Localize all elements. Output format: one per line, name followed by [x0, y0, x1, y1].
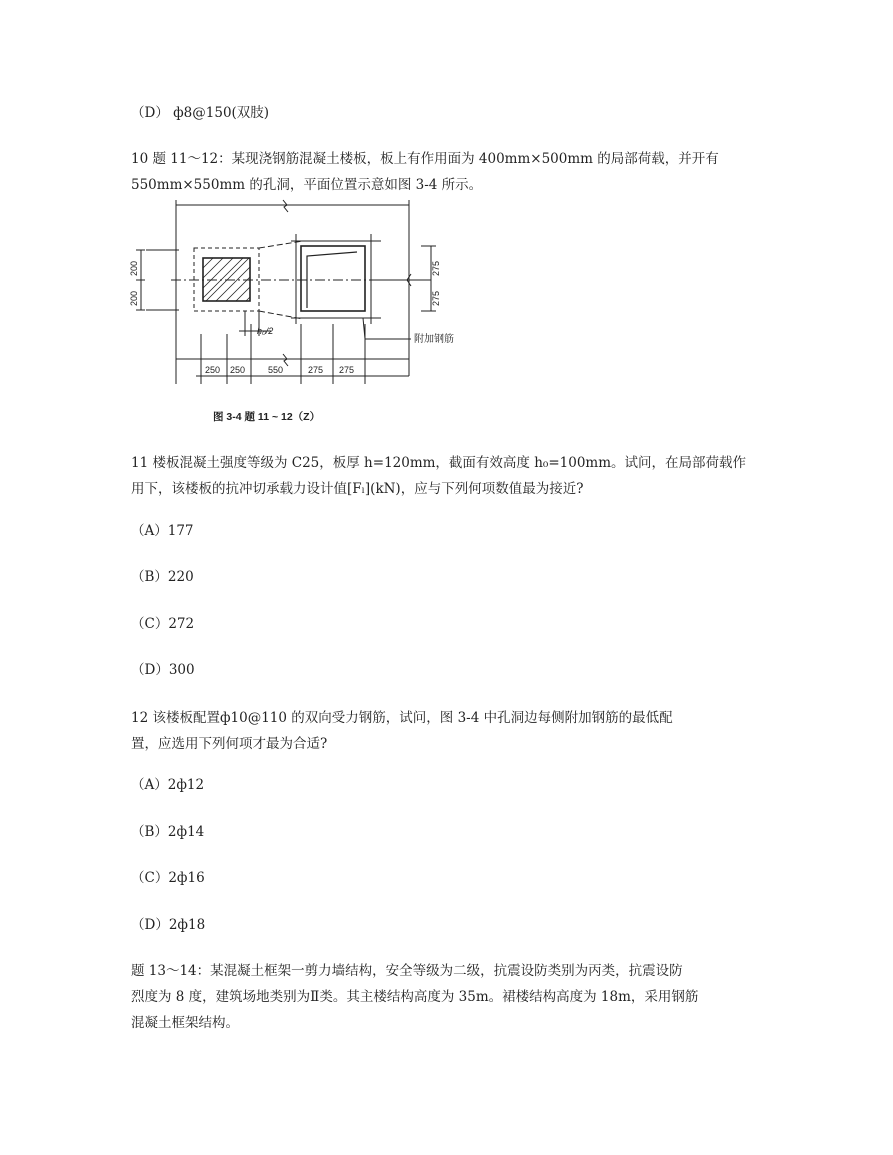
intro-line-1: 10 题 11～12：某现浇钢筋混凝土楼板，板上有作用面为 400mm×500mm 的局部荷载，并开有	[131, 151, 719, 167]
intro2-line-2: 烈度为 8 度，建筑场地类别为Ⅱ类。其主楼结构高度为 35m。裙楼结构高度为 18m，采用钢筋	[131, 989, 699, 1005]
q11-option-c: （C）272	[131, 616, 195, 632]
dim-right-1: 275	[431, 260, 441, 276]
q12-option-c: （C）2ф16	[131, 870, 205, 886]
q11-option-d: （D）300	[131, 662, 195, 678]
dim-left-1: 200	[129, 260, 139, 276]
q12-line-2: 置，应选用下列何项才最为合适?	[131, 736, 328, 752]
q12-line-1: 12 该楼板配置ф10@110 的双向受力钢筋，试问，图 3-4 中孔洞边每侧附加钢筋的最低配	[131, 710, 673, 726]
q11-line-1: 11 楼板混凝土强度等级为 C25，板厚 h=120mm，截面有效高度 h₀=100mm。试问，在局部荷载作	[131, 455, 747, 471]
intro2-line-1: 题 13～14：某混凝土框架一剪力墙结构，安全等级为二级，抗震设防类别为丙类，抗震设防	[131, 963, 683, 979]
dim-bottom-2: 250	[230, 365, 246, 375]
q11-option-a: （A）177	[131, 523, 194, 539]
dim-bottom-3: 550	[268, 365, 284, 375]
figure-3-4	[129, 194, 454, 429]
q11-option-b: （B）220	[131, 569, 194, 585]
dim-bottom-1: 250	[205, 365, 221, 375]
q12-option-d: （D）2ф18	[131, 917, 206, 933]
dim-right-2: 275	[431, 290, 441, 306]
q12-option-a: （A）2ф12	[131, 777, 205, 793]
q12-option-b: （B）2ф14	[131, 824, 205, 840]
intro-line-2: 550mm×550mm 的孔洞，平面位置示意如图 3-4 所示。	[131, 177, 483, 193]
dim-bottom-4: 275	[308, 365, 324, 375]
intro2-line-3: 混凝土框架结构。	[131, 1015, 239, 1031]
q10-option-d: （D） ф8@150(双肢)	[131, 105, 270, 121]
q11-line-2: 用下，该楼板的抗冲切承载力设计值[Fₗ](kN)，应与下列何项数值最为接近?	[131, 481, 584, 497]
h0-label: h₀/2	[257, 326, 274, 336]
dim-left-2: 200	[129, 290, 139, 306]
figure-caption: 图 3-4 题 11 ~ 12（Z）	[213, 411, 321, 423]
rebar-label: 附加钢筋	[414, 334, 454, 345]
dim-bottom-5: 275	[339, 365, 355, 375]
